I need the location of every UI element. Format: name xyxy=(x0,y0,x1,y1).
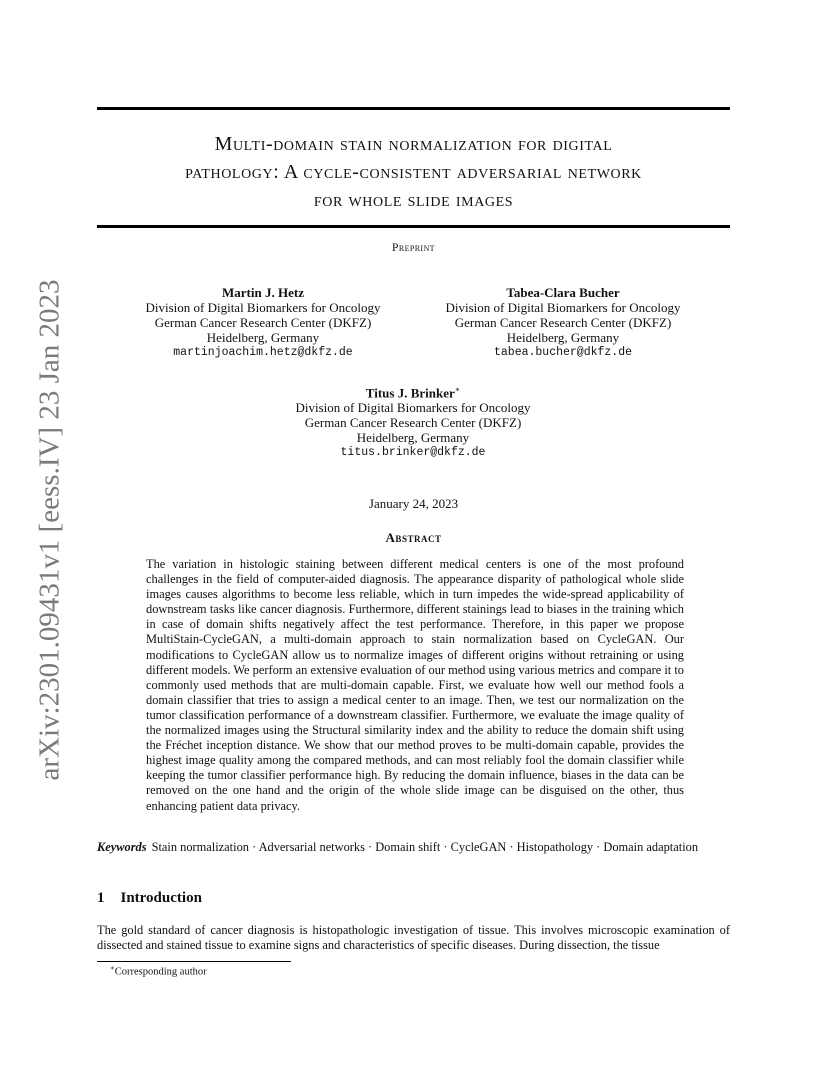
author-block xyxy=(128,285,398,360)
author-affiliation: Division of Digital Biomarkers for Oncology xyxy=(145,300,381,315)
author-location: Heidelberg, Germany xyxy=(206,330,320,345)
author-name xyxy=(278,382,548,400)
author-name: Martin J. Hetz xyxy=(222,285,304,300)
author-name: Tabea-Clara Bucher xyxy=(506,285,620,300)
corresponding-marker: ∗ xyxy=(454,385,461,394)
author-affiliation: Division of Digital Biomarkers for Oncology xyxy=(295,400,531,416)
paper-title xyxy=(97,130,730,214)
title-line: for whole slide images xyxy=(313,189,514,211)
section-number: 1 xyxy=(97,890,105,906)
title-top-rule xyxy=(97,107,730,110)
author-name-text: Titus J. Brinker xyxy=(365,385,455,401)
keywords-label: Keywords xyxy=(97,840,147,854)
keywords xyxy=(97,840,730,855)
author-location: Heidelberg, Germany xyxy=(356,430,470,446)
footnote-marker: ∗ xyxy=(110,964,115,972)
keywords-list: Stain normalization · Adversarial networks · Domain shift · CycleGAN · Histopathology · Domain adaptation xyxy=(151,840,699,854)
author-email[interactable]: martinjoachim.hetz@dkfz.de xyxy=(173,346,353,359)
author-block xyxy=(428,285,698,360)
title-line: pathology: A cycle-consistent adversarial network xyxy=(185,161,642,183)
arxiv-identifier: arXiv:2301.09431v1 [eess.IV] 23 Jan 2023 xyxy=(33,279,66,781)
publication-date: January 24, 2023 xyxy=(368,496,459,511)
introduction-text: The gold standard of cancer diagnosis is histopathologic investigation of tissue. This involves microscopic examination of dissected and stained tissue to examine signs and characteristics of specific diseases. During dissection, the tissue xyxy=(97,923,730,952)
footnote-rule xyxy=(97,961,291,962)
footnote xyxy=(110,964,207,978)
author-institution: German Cancer Research Center (DKFZ) xyxy=(454,315,672,330)
title-bottom-rule xyxy=(97,225,730,228)
author-location: Heidelberg, Germany xyxy=(506,330,620,345)
author-email[interactable]: titus.brinker@dkfz.de xyxy=(340,446,486,460)
preprint-label: Preprint xyxy=(392,242,435,254)
author-institution: German Cancer Research Center (DKFZ) xyxy=(304,415,522,431)
title-line: Multi-domain stain normalization for digital xyxy=(214,133,613,155)
abstract-heading: Abstract xyxy=(385,530,442,545)
abstract-text: The variation in histologic staining between different medical centers is one of the most profound challenges in the field of computer-aided diagnosis. The appearance disparity of pathological whole slide images causes algorithms to become less reliable, which in turn impedes the wide-spread applicability of downstream tasks like cancer diagnosis. Furthermore, different stainings lead to biases in the training which in case of domain shifts negatively affect the test performance. Therefore, in this paper we propose MultiStain-CycleGAN, a multi-domain approach to stain normalization based on CycleGAN. Our modifications to CycleGAN allow us to normalize images of different origins without retraining or using different models. We perform an extensive evaluation of our method using various metrics and compare it to commonly used methods that are multi-domain capable. First, we evaluate how well our method fools a domain classifier that tries to assign a medical center to an image. Then, we test our normalization on the tumor classification performance of a downstream classifier. Furthermore, we evaluate the image quality of the normalized images using the Structural similarity index and the ability to reduce the domain shift using the Fréchet inception distance. We show that our method proves to be multi-domain capable, provides the highest image quality among the compared methods, and can most reliably fool the domain classifier while keeping the tumor classifier performance high. By reducing the domain influence, biases in the data can be removed on the one hand and the origin of the whole slide image can be disguised on the other, thus enhancing patient data privacy. xyxy=(146,557,684,813)
author-block xyxy=(278,382,548,460)
author-affiliation: Division of Digital Biomarkers for Oncology xyxy=(445,300,681,315)
author-email[interactable]: tabea.bucher@dkfz.de xyxy=(493,346,633,359)
author-institution: German Cancer Research Center (DKFZ) xyxy=(154,315,372,330)
footnote-text: Corresponding author xyxy=(114,966,207,978)
section-heading xyxy=(97,890,202,907)
section-title: Introduction xyxy=(120,890,202,906)
